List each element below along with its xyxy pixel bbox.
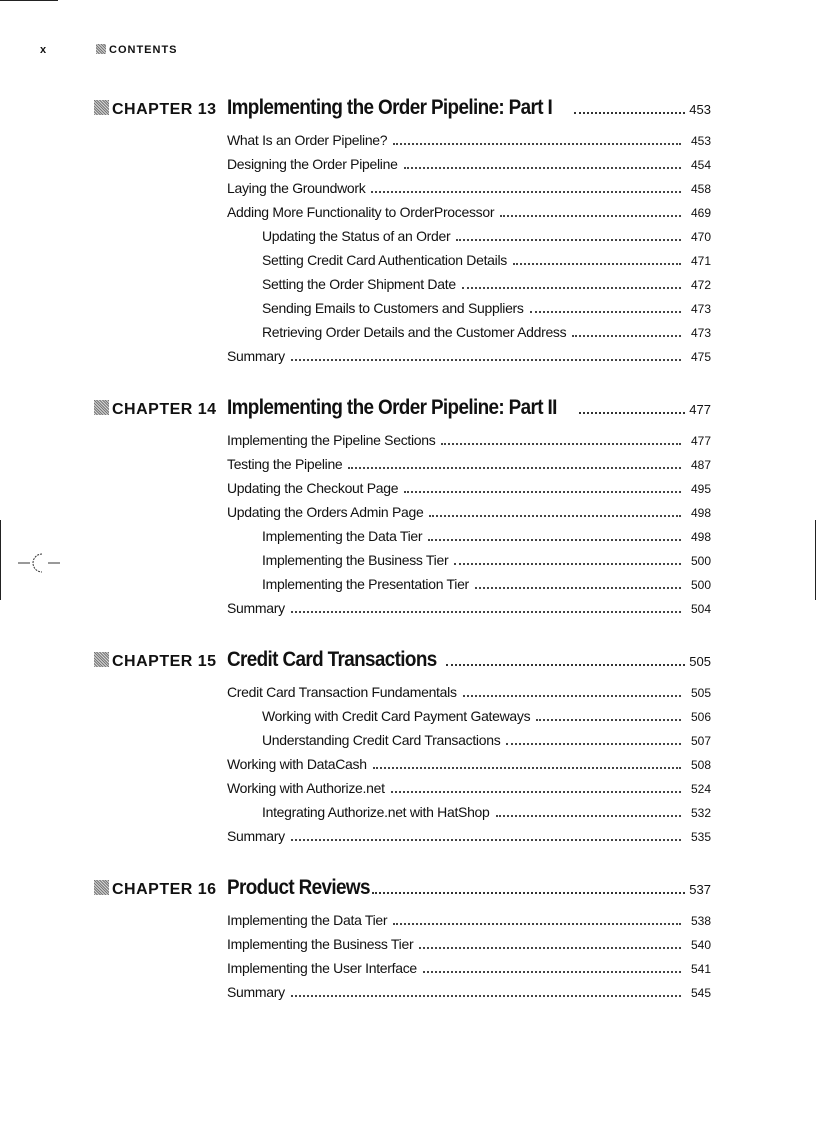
square-bullet-icon [94,880,109,895]
entry-title: Credit Card Transaction Fundamentals [227,684,457,700]
entry-page: 495 [690,482,711,496]
chapter-label-row [94,880,217,899]
section-title: CONTENTS [109,44,178,56]
toc-entry[interactable] [227,780,711,804]
chapter-title-link[interactable] [227,648,711,672]
leader-dots [391,791,681,793]
entry-page: 472 [690,278,711,292]
chapter-title: Implementing the Order Pipeline: Part II [227,396,557,419]
chapter-15 [0,648,816,852]
toc-entry[interactable] [227,432,711,456]
entry-title: Summary [227,984,285,1000]
entry-page: 540 [690,938,711,952]
entry-page: 477 [690,434,711,448]
entry-page: 506 [690,710,711,724]
entry-title: Sending Emails to Customers and Suppliers [262,300,524,316]
entry-page: 524 [690,782,711,796]
entry-page: 454 [690,158,711,172]
entry-title: Working with DataCash [227,756,367,772]
toc-entry[interactable] [227,960,711,984]
chapter-page: 453 [689,102,711,117]
chapter-title: Product Reviews [227,876,370,899]
entry-page: 538 [690,914,711,928]
entry-page: 500 [690,554,711,568]
leader-dots [579,412,685,414]
entry-title: Working with Credit Card Payment Gateways [262,708,531,724]
entry-title: Updating the Orders Admin Page [227,504,424,520]
leader-dots [530,311,681,313]
leader-dots [348,467,681,469]
entry-title: Working with Authorize.net [227,780,385,796]
entry-title: What Is an Order Pipeline? [227,132,388,148]
chapter-14 [0,396,816,624]
chapter-label: CHAPTER 15 [112,653,217,670]
entry-page: 471 [690,254,711,268]
toc-entry[interactable] [227,684,711,708]
toc-entry[interactable] [227,156,711,180]
square-bullet-icon [94,652,109,667]
entry-page: 453 [690,134,711,148]
entry-title: Retrieving Order Details and the Customer Address [262,324,567,340]
entry-title: Updating the Status of an Order [262,228,451,244]
leader-dots [441,443,681,445]
toc-entry[interactable] [227,912,711,936]
toc-subentry[interactable] [262,552,711,576]
entry-page: 532 [690,806,711,820]
entry-page: 507 [690,734,711,748]
leader-dots [506,743,681,745]
chapter-title-link[interactable] [227,396,711,420]
entry-page: 469 [690,206,711,220]
chapter-label: CHAPTER 16 [112,881,217,898]
toc-subentry[interactable] [262,576,711,600]
leader-dots [536,719,681,721]
entry-title: Understanding Credit Card Transactions [262,732,501,748]
running-head [40,44,178,56]
chapter-title: Implementing the Order Pipeline: Part I [227,96,553,119]
toc-subentry[interactable] [262,708,711,732]
entry-title: Summary [227,348,285,364]
leader-dots [291,359,681,361]
leader-dots [291,995,681,997]
chapter-page: 505 [689,654,711,669]
toc-entry[interactable] [227,936,711,960]
chapter-label-row [94,400,217,419]
entry-title: Updating the Checkout Page [227,480,399,496]
entry-title: Setting the Order Shipment Date [262,276,456,292]
chapter-entries [0,684,816,852]
toc-entry[interactable] [227,828,711,852]
entry-page: 473 [690,326,711,340]
leader-dots [291,839,681,841]
entry-page: 505 [690,686,711,700]
toc-subentry[interactable] [262,300,711,324]
entry-page: 498 [690,530,711,544]
entry-title: Integrating Authorize.net with HatShop [262,804,490,820]
leader-dots [428,539,681,541]
entry-title: Implementing the Data Tier [262,528,423,544]
entry-page: 541 [690,962,711,976]
chapter-entries [0,132,816,372]
toc-entry[interactable] [227,180,711,204]
chapter-label-row [94,100,217,119]
chapter-entries [0,432,816,624]
leader-dots [404,491,681,493]
leader-dots [574,112,685,114]
leader-dots [393,143,681,145]
leader-dots [291,611,681,613]
toc-entry[interactable] [227,984,711,1008]
leader-dots [373,767,681,769]
leader-dots [513,263,681,265]
toc-subentry[interactable] [262,732,711,756]
entry-title: Summary [227,600,285,616]
leader-dots [496,815,681,817]
square-bullet-icon [94,400,109,415]
entry-title: Designing the Order Pipeline [227,156,398,172]
toc-subentry[interactable] [262,528,711,552]
toc-entry[interactable] [227,348,711,372]
entry-title: Implementing the Data Tier [227,912,388,928]
chapter-label-row [94,652,217,671]
toc-entry[interactable] [227,756,711,780]
entry-title: Summary [227,828,285,844]
toc-entry[interactable] [227,456,711,480]
chapter-title-link[interactable] [227,96,711,120]
toc-entry[interactable] [227,204,711,228]
entry-title: Laying the Groundwork [227,180,366,196]
entry-page: 535 [690,830,711,844]
chapter-entries [0,912,816,1008]
toc-subentry[interactable] [262,324,711,348]
leader-dots [446,664,685,666]
leader-dots [429,515,681,517]
toc-subentry[interactable] [262,228,711,252]
entry-title: Adding More Functionality to OrderProcessor [227,204,495,220]
chapter-13 [0,96,816,372]
square-bullet-icon [96,44,106,54]
entry-page: 500 [690,578,711,592]
entry-page: 470 [690,230,711,244]
entry-page: 458 [690,182,711,196]
crop-mark-top [0,0,58,1]
toc-entry[interactable] [227,504,711,528]
leader-dots [572,335,681,337]
entry-title: Implementing the Business Tier [227,936,414,952]
leader-dots [475,587,681,589]
leader-dots [371,191,681,193]
toc-entry[interactable] [227,480,711,504]
leader-dots [456,239,681,241]
toc-subentry[interactable] [262,804,711,828]
entry-page: 475 [690,350,711,364]
entry-title: Implementing the Presentation Tier [262,576,469,592]
leader-dots [419,947,681,949]
toc-subentry[interactable] [262,252,711,276]
entry-page: 498 [690,506,711,520]
square-bullet-icon [94,100,109,115]
page-folio: x [40,44,48,56]
entry-title: Testing the Pipeline [227,456,343,472]
entry-title: Implementing the Pipeline Sections [227,432,436,448]
leader-dots [423,971,681,973]
leader-dots [462,287,681,289]
leader-dots [454,563,681,565]
chapter-label: CHAPTER 13 [112,101,217,118]
leader-dots [404,167,681,169]
entry-title: Setting Credit Card Authentication Details [262,252,507,268]
chapter-16 [0,876,816,1008]
leader-dots [500,215,681,217]
entry-title: Implementing the Business Tier [262,552,449,568]
chapter-page: 477 [689,402,711,417]
entry-page: 508 [690,758,711,772]
toc-subentry[interactable] [262,276,711,300]
toc-entry[interactable] [227,600,711,624]
chapter-label: CHAPTER 14 [112,401,217,418]
chapter-title-link[interactable] [227,876,711,900]
chapter-page: 537 [689,882,711,897]
entry-title: Implementing the User Interface [227,960,417,976]
toc-entry[interactable] [227,132,711,156]
entry-page: 504 [690,602,711,616]
leader-dots [393,923,681,925]
chapter-title: Credit Card Transactions [227,648,437,671]
leader-dots [463,695,681,697]
leader-dots [372,892,686,894]
entry-page: 487 [690,458,711,472]
entry-page: 545 [690,986,711,1000]
entry-page: 473 [690,302,711,316]
